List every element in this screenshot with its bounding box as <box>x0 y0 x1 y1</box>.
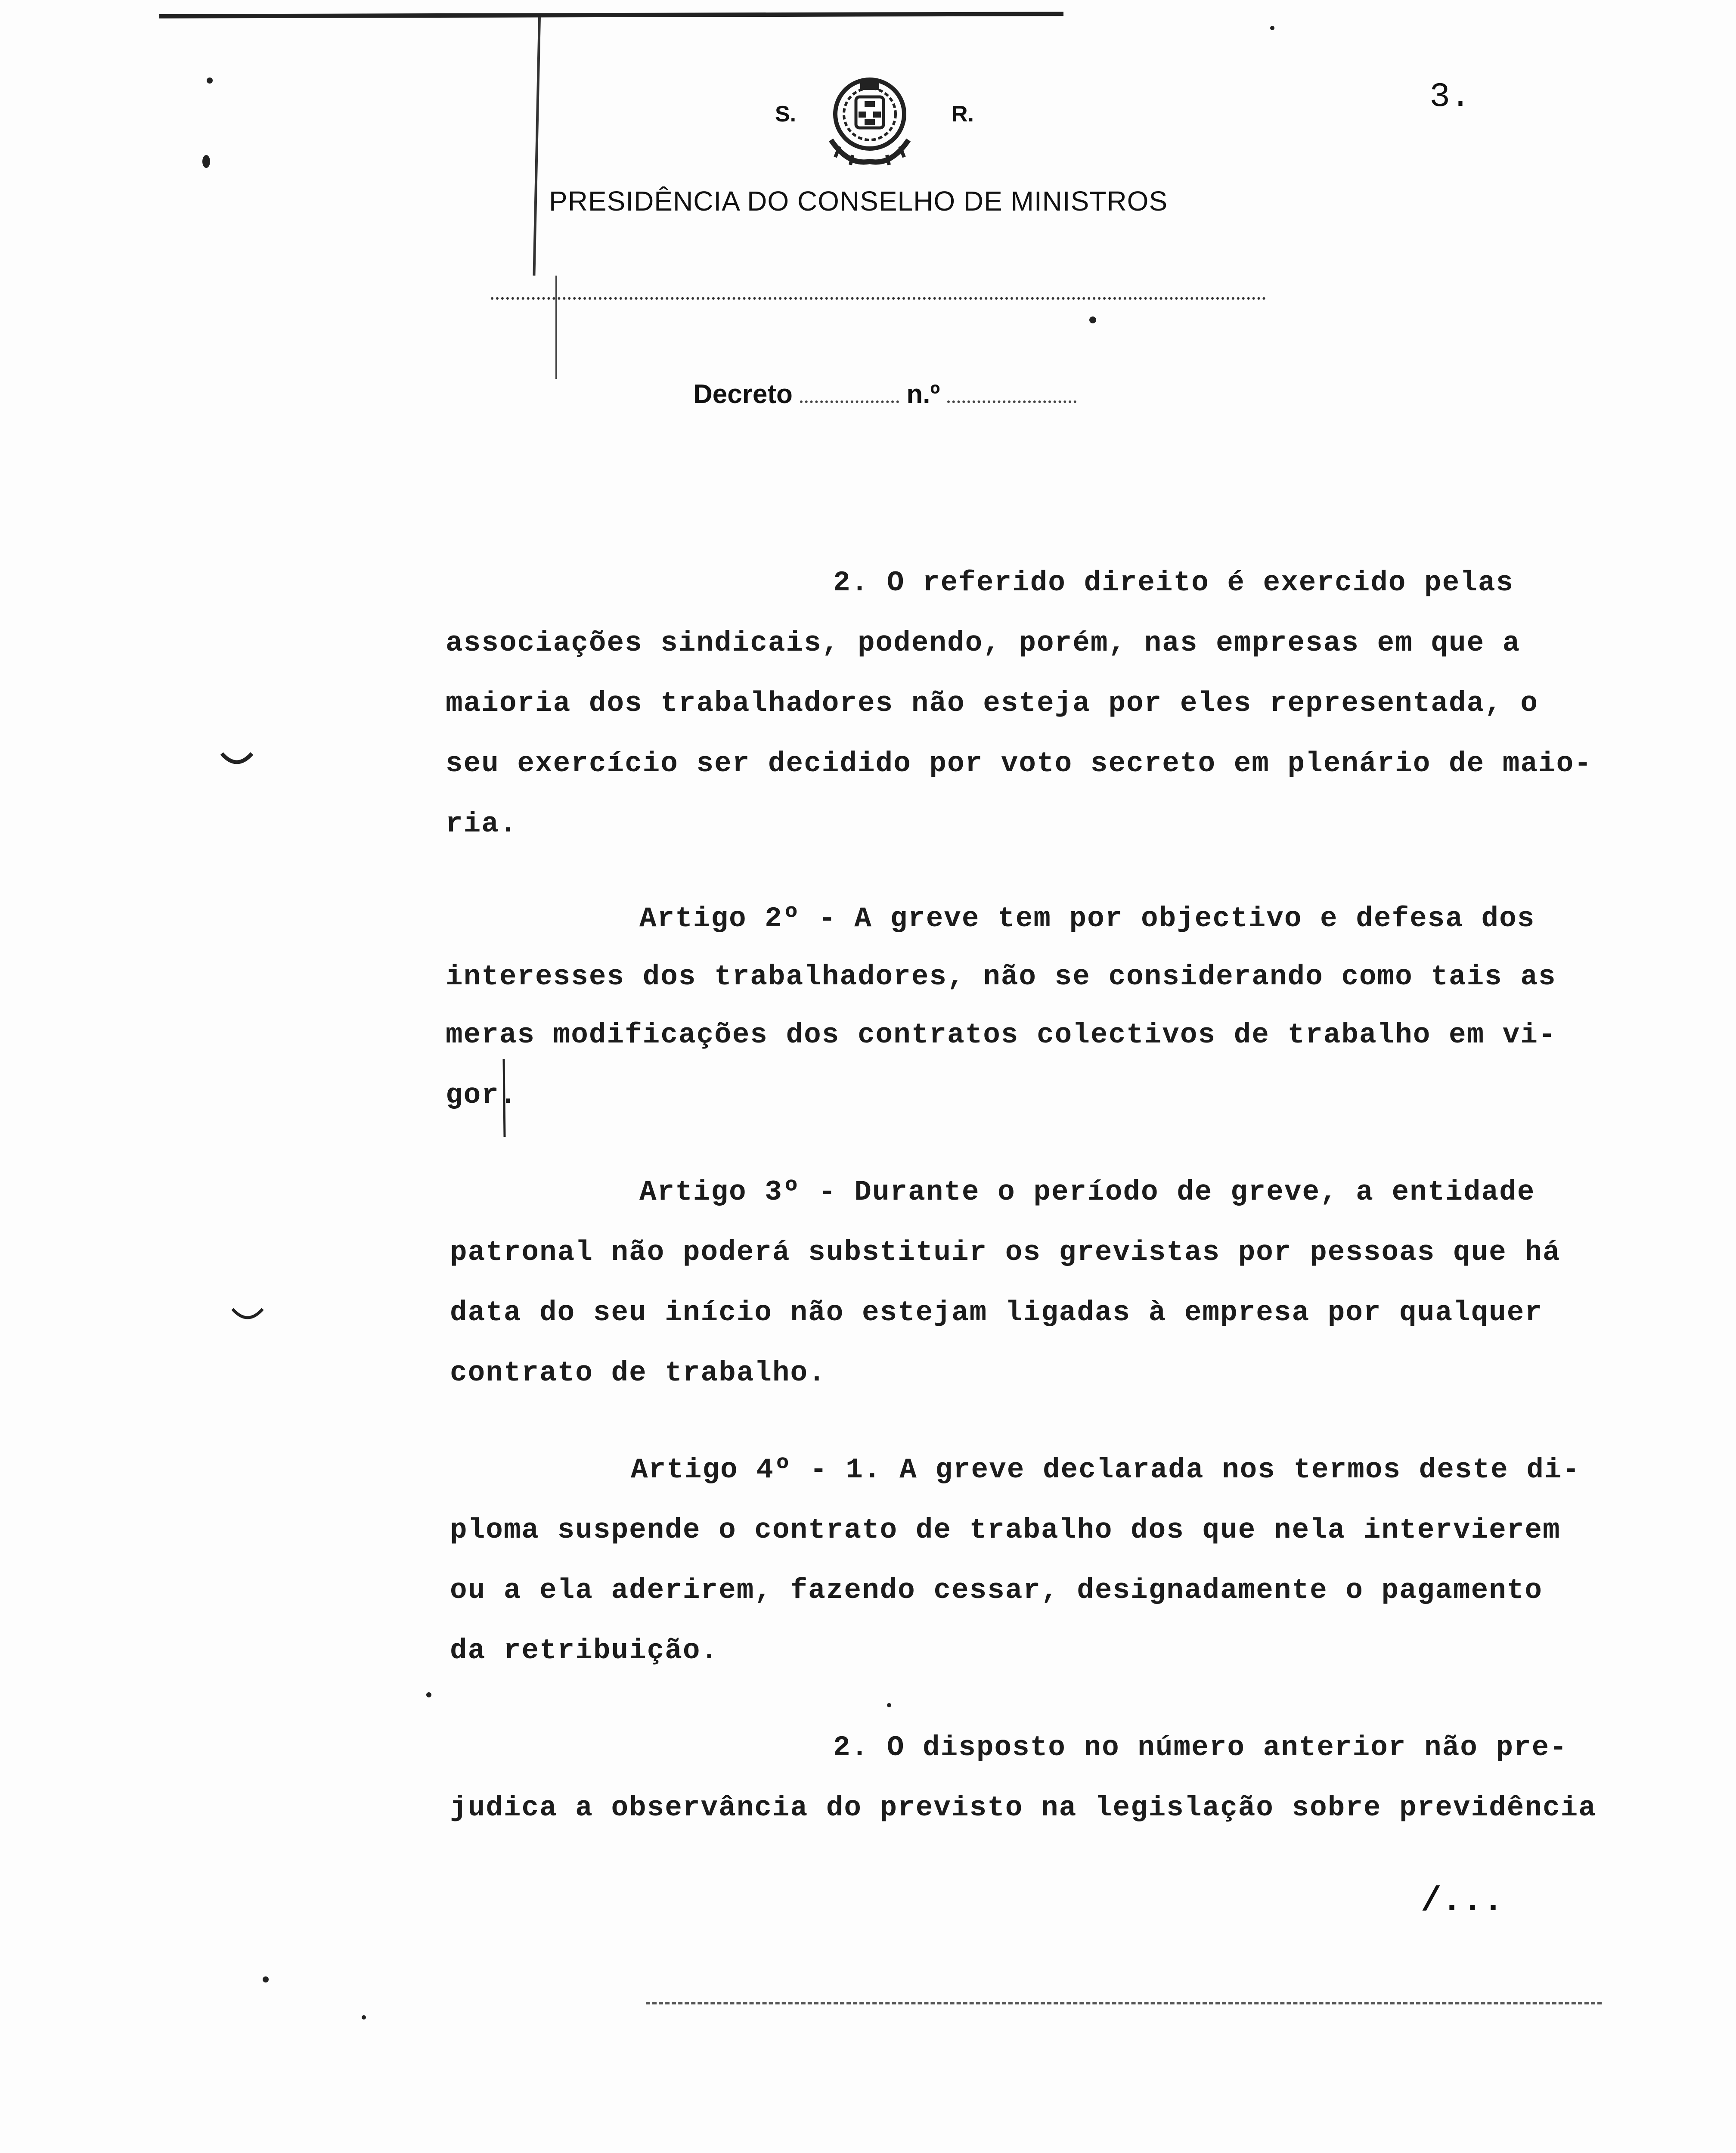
decree-number-label: n.º <box>906 379 940 409</box>
text-line: ria. <box>446 808 518 840</box>
text-line: judica a observância do previsto na legislação sobre previdência <box>450 1792 1596 1824</box>
text-line: gor. <box>446 1079 518 1111</box>
scan-speck <box>426 1692 431 1697</box>
text-line: ou a ela aderirem, fazendo cessar, designadamente o pagamento <box>450 1574 1543 1607</box>
letterhead-left-letter: S. <box>775 102 797 127</box>
scan-speck <box>263 1976 269 1982</box>
scan-speck <box>887 1703 891 1707</box>
scan-speck <box>1270 26 1274 30</box>
text-line: interesses dos trabalhadores, não se considerando como tais as <box>446 961 1556 993</box>
text-line: Artigo 2º - A greve tem por objectivo e defesa dos <box>639 903 1535 935</box>
bottom-rule <box>646 2002 1602 2004</box>
scan-speck <box>362 2015 366 2020</box>
margin-mark <box>220 749 254 771</box>
text-line: meras modificações dos contratos colectivos de trabalho em vi- <box>446 1019 1556 1051</box>
text-line: maioria dos trabalhadores não esteja por eles representada, o <box>446 687 1538 720</box>
continuation-mark: /... <box>1421 1882 1504 1921</box>
text-line: da retribuição. <box>450 1635 719 1667</box>
body-text <box>446 0 1608 2153</box>
text-line: associações sindicais, podendo, porém, nas empresas em que a <box>446 627 1521 659</box>
text-line: 2. O referido direito é exercido pelas <box>833 567 1514 599</box>
text-line: 2. O disposto no número anterior não pre- <box>833 1731 1568 1764</box>
scan-speck <box>202 155 210 168</box>
text-line: contrato de trabalho. <box>450 1357 826 1389</box>
text-line: seu exercício ser decidido por voto secreto em plenário de maio- <box>446 748 1592 780</box>
text-line: Artigo 3º - Durante o período de greve, a entidade <box>639 1176 1535 1208</box>
page-number: 3. <box>1429 78 1471 117</box>
decree-label: Decreto <box>693 379 793 409</box>
letterhead-right-letter: R. <box>952 102 974 127</box>
scan-speck <box>207 78 213 84</box>
text-line: data do seu início não estejam ligadas à empresa por qualquer <box>450 1297 1543 1329</box>
text-line: patronal não poderá substituir os grevistas por pessoas que há <box>450 1236 1561 1269</box>
scan-speck <box>1089 316 1096 323</box>
margin-mark <box>230 1305 265 1326</box>
text-line: ploma suspende o contrato de trabalho dos que nela intervierem <box>450 1514 1561 1546</box>
organization-name: PRESIDÊNCIA DO CONSELHO DE MINISTROS <box>549 186 1168 217</box>
text-line: Artigo 4º - 1. A greve declarada nos termos deste di- <box>631 1454 1581 1486</box>
margin-mark <box>499 1059 512 1137</box>
